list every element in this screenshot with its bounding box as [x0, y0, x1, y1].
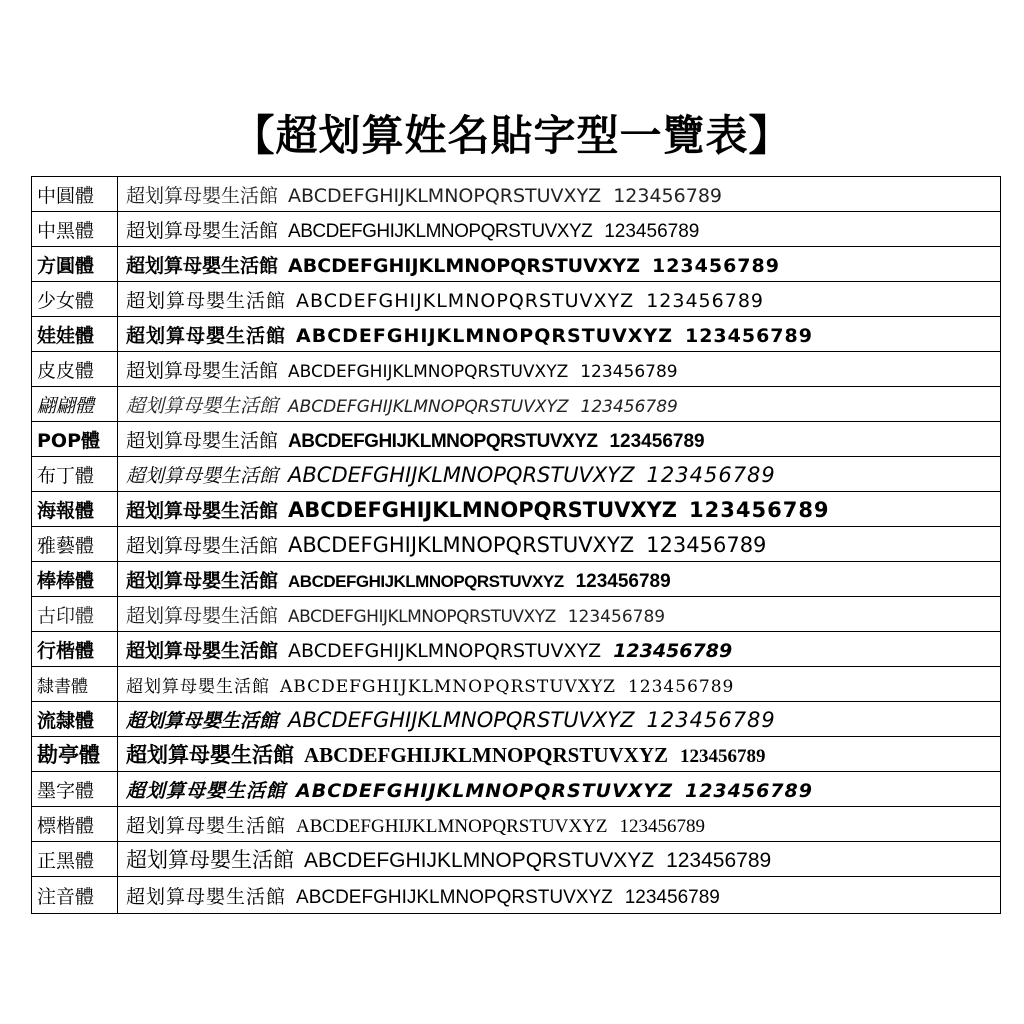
font-row	[32, 737, 1001, 772]
sample-latin: ABCDEFGHIJKLMNOPQRSTUVXYZ	[288, 497, 678, 522]
sample-digits: 123456789	[613, 184, 722, 207]
sample-chinese: 超划算母嬰生活館	[126, 394, 279, 417]
sample-digits: 123456789	[567, 606, 666, 627]
sample-chinese: 超划算母嬰生活館	[126, 709, 279, 732]
sample-latin: ABCDEFGHIJKLMNOPQRSTUVXYZ	[296, 779, 673, 802]
font-row	[32, 247, 1001, 282]
font-sample	[118, 282, 1001, 317]
font-sample	[118, 807, 1001, 842]
font-sample	[118, 422, 1001, 457]
sample-digits: 123456789	[580, 396, 678, 417]
font-sample	[118, 352, 1001, 387]
sample-digits: 123456789	[613, 639, 733, 662]
font-row	[32, 632, 1001, 667]
sample-chinese: 超划算母嬰生活館	[126, 254, 279, 277]
sample-latin: ABCDEFGHIJKLMNOPQRSTUVXYZ	[304, 849, 655, 872]
font-name: 少女體	[32, 282, 118, 317]
sample-digits: 123456789	[619, 815, 705, 837]
font-sample	[118, 667, 1001, 702]
sample-latin: ABCDEFGHIJKLMNOPQRSTUVXYZ	[288, 254, 640, 277]
sample-chinese: 超划算母嬰生活館	[126, 886, 287, 908]
sample-chinese: 超划算母嬰生活館	[126, 359, 279, 382]
font-row	[32, 772, 1001, 807]
font-row	[32, 212, 1001, 247]
sample-digits: 123456789	[689, 497, 830, 522]
sample-latin: ABCDEFGHIJKLMNOPQRSTUVXYZ	[296, 815, 608, 837]
font-name: 流隸體	[32, 702, 118, 737]
font-row	[32, 387, 1001, 422]
sample-latin: ABCDEFGHIJKLMNOPQRSTUVXYZ	[288, 462, 635, 487]
font-row	[32, 422, 1001, 457]
font-row	[32, 457, 1001, 492]
sample-latin: ABCDEFGHIJKLMNOPQRSTUVXYZ	[288, 430, 598, 452]
sample-digits: 123456789	[627, 676, 735, 697]
sample-digits: 123456789	[646, 289, 764, 312]
font-sample	[118, 212, 1001, 247]
sample-latin: ABCDEFGHIJKLMNOPQRSTUVXYZ	[288, 361, 569, 382]
sample-digits: 123456789	[684, 779, 813, 802]
sample-digits: 123456789	[609, 430, 705, 452]
font-name: 中圓體	[32, 177, 118, 212]
font-name: 勘亭體	[32, 737, 118, 772]
sample-digits: 123456789	[646, 707, 776, 732]
sample-digits: 123456789	[651, 254, 780, 277]
font-name: 古印體	[32, 597, 118, 632]
font-sample	[118, 527, 1001, 562]
font-name: 翩翩體	[32, 387, 118, 422]
sample-chinese: 超划算母嬰生活館	[126, 779, 287, 802]
sample-digits: 123456789	[680, 746, 766, 767]
font-name: 方圓體	[32, 247, 118, 282]
sample-chinese: 超划算母嬰生活館	[126, 815, 287, 837]
sample-chinese: 超划算母嬰生活館	[126, 220, 279, 242]
font-name: 雅藝體	[32, 527, 118, 562]
sample-latin: ABCDEFGHIJKLMNOPQRSTUVXYZ	[288, 606, 556, 627]
font-row	[32, 492, 1001, 527]
sample-chinese: 超划算母嬰生活館	[126, 324, 287, 347]
font-row	[32, 842, 1001, 877]
sample-latin: ABCDEFGHIJKLMNOPQRSTUVXYZ	[288, 571, 564, 591]
font-sample	[118, 562, 1001, 597]
font-row	[32, 352, 1001, 387]
font-name: 海報體	[32, 492, 118, 527]
font-name: 皮皮體	[32, 352, 118, 387]
sample-chinese: 超划算母嬰生活館	[126, 464, 279, 487]
font-row	[32, 177, 1001, 212]
font-name: 墨字體	[32, 772, 118, 807]
font-row	[32, 562, 1001, 597]
sample-chinese: 超划算母嬰生活館	[126, 570, 279, 592]
font-sample	[118, 632, 1001, 667]
sample-latin: ABCDEFGHIJKLMNOPQRSTUVXYZ	[296, 289, 635, 312]
sample-latin: ABCDEFGHIJKLMNOPQRSTUVXYZ	[304, 743, 669, 767]
font-name: 標楷體	[32, 807, 118, 842]
font-name: 布丁體	[32, 457, 118, 492]
sample-latin: ABCDEFGHIJKLMNOPQRSTUVXYZ	[288, 184, 602, 207]
font-sample	[118, 737, 1001, 772]
font-sample	[118, 772, 1001, 807]
font-row	[32, 667, 1001, 702]
font-sample	[118, 877, 1001, 914]
font-sample	[118, 387, 1001, 422]
font-row	[32, 597, 1001, 632]
sample-chinese: 超划算母嬰生活館	[126, 534, 279, 557]
sample-chinese: 超划算母嬰生活館	[126, 289, 287, 312]
sample-chinese: 超划算母嬰生活館	[126, 184, 279, 207]
sample-digits: 123456789	[646, 462, 776, 487]
sample-chinese: 超划算母嬰生活館	[126, 743, 294, 767]
sample-digits: 123456789	[580, 361, 678, 382]
font-row	[32, 527, 1001, 562]
sample-chinese: 超划算母嬰生活館	[126, 499, 279, 522]
font-sample	[118, 247, 1001, 282]
font-name: 隸書體	[32, 667, 118, 702]
sample-chinese: 超划算母嬰生活館	[126, 849, 294, 872]
sample-digits: 123456789	[684, 324, 813, 347]
sample-chinese: 超划算母嬰生活館	[126, 604, 279, 627]
sample-digits: 123456789	[624, 886, 720, 908]
font-name: POP體	[32, 422, 118, 457]
sample-chinese: 超划算母嬰生活館	[126, 676, 270, 697]
sample-latin: ABCDEFGHIJKLMNOPQRSTUVXYZ	[280, 676, 616, 697]
font-sample-table	[31, 176, 1001, 914]
font-sample	[118, 457, 1001, 492]
font-name: 行楷體	[32, 632, 118, 667]
font-row	[32, 702, 1001, 737]
font-sample	[118, 842, 1001, 877]
font-row	[32, 877, 1001, 914]
font-row	[32, 807, 1001, 842]
sample-latin: ABCDEFGHIJKLMNOPQRSTUVXYZ	[288, 220, 593, 242]
font-row	[32, 317, 1001, 352]
font-row	[32, 282, 1001, 317]
sample-latin: ABCDEFGHIJKLMNOPQRSTUVXYZ	[288, 396, 569, 417]
page-title: 【超划算姓名貼字型一覽表】	[232, 111, 792, 160]
font-sample	[118, 492, 1001, 527]
sample-latin: ABCDEFGHIJKLMNOPQRSTUVXYZ	[296, 886, 613, 908]
font-name: 中黑體	[32, 212, 118, 247]
sample-chinese: 超划算母嬰生活館	[126, 639, 279, 662]
font-name: 注音體	[32, 877, 118, 914]
font-name: 正黑體	[32, 842, 118, 877]
font-name: 娃娃體	[32, 317, 118, 352]
font-sample	[118, 177, 1001, 212]
sample-latin: ABCDEFGHIJKLMNOPQRSTUVXYZ	[288, 707, 635, 732]
sample-chinese: 超划算母嬰生活館	[126, 430, 279, 452]
font-sample	[118, 597, 1001, 632]
font-sample	[118, 317, 1001, 352]
sample-digits: 123456789	[604, 220, 700, 242]
sample-latin: ABCDEFGHIJKLMNOPQRSTUVXYZ	[288, 639, 602, 662]
font-sample	[118, 702, 1001, 737]
sample-digits: 123456789	[575, 570, 671, 592]
font-name: 棒棒體	[32, 562, 118, 597]
sample-latin: ABCDEFGHIJKLMNOPQRSTUVXYZ	[288, 532, 635, 557]
sample-latin: ABCDEFGHIJKLMNOPQRSTUVXYZ	[296, 324, 673, 347]
sample-digits: 123456789	[646, 532, 767, 557]
sample-digits: 123456789	[666, 849, 772, 872]
